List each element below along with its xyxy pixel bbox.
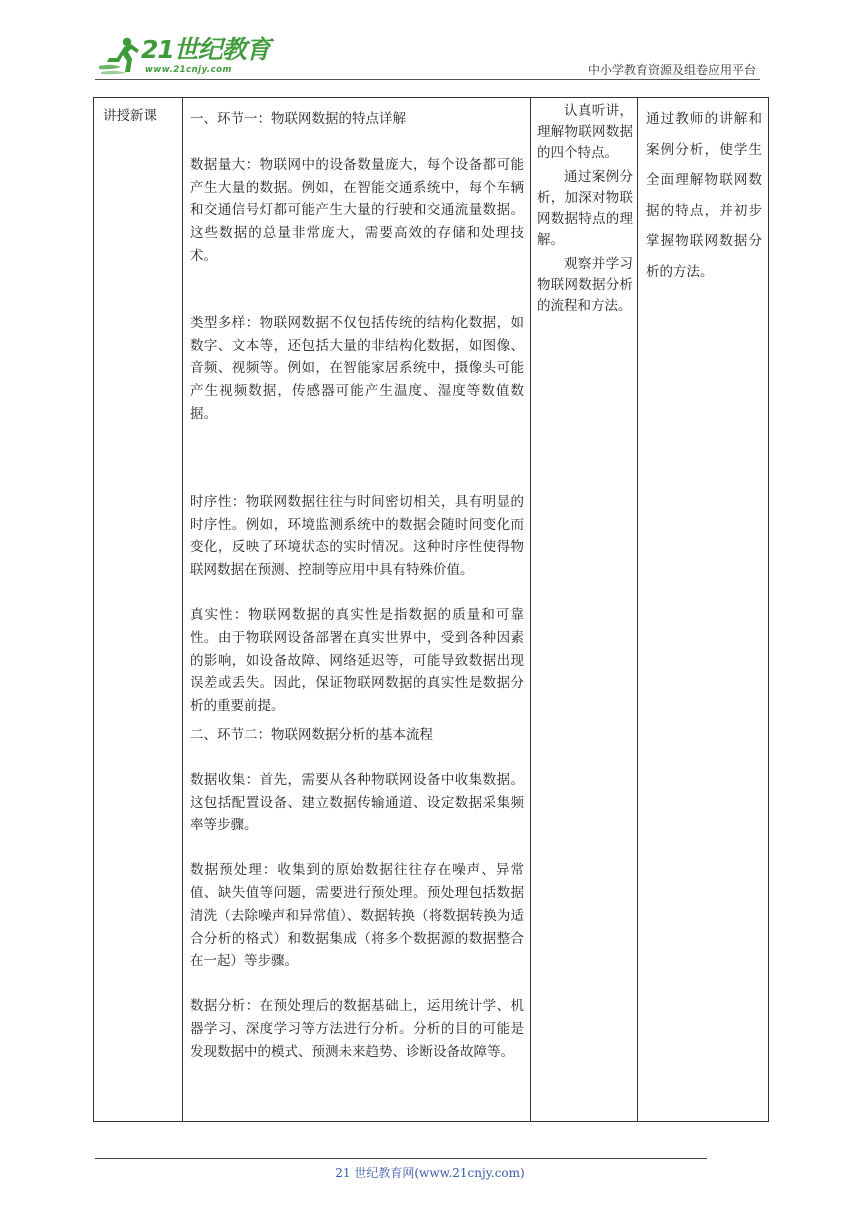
content-paragraph: 真实性：物联网数据的真实性是指数据的质量和可靠性。由于物联网设备部署在真实世界中，受到各种因素的影响，如设备故障、网络延迟等，可能导致数据出现误差或丢失。因此，保证物联网数据的真实性是数据分析的重要前提。 bbox=[190, 606, 524, 715]
header-divider bbox=[95, 79, 760, 80]
content-column bbox=[183, 98, 531, 1121]
section-heading: 二、环节二：物联网数据分析的基本流程 bbox=[190, 726, 433, 743]
student-activity-item: 通过案例分析，加深对物联网数据特点的理解。 bbox=[537, 169, 633, 248]
student-activity-item: 观察并学习物联网数据分析的流程和方法。 bbox=[537, 256, 633, 314]
teaching-content bbox=[190, 108, 524, 1064]
content-paragraph: 数据量大：物联网中的设备数量庞大，每个设备都可能产生大量的数据。例如，在智能交通系统中，每个车辆和交通信号灯都可能产生大量的行驶和交通流量数据。这些数据的总量非常庞大，需要高效的存储和处理技术。 bbox=[190, 156, 524, 264]
runner-logo-icon bbox=[97, 36, 141, 76]
student-activity bbox=[537, 101, 633, 317]
content-paragraph: 数据分析：在预处理后的数据基础上，运用统计学、机器学习、深度学习等方法进行分析。分析的目的可能是发现数据中的模式、预测未来趋势、诊断设备故障等。 bbox=[190, 998, 524, 1060]
stage-label: 讲授新课 bbox=[103, 108, 157, 124]
platform-name: 中小学教育资源及组卷应用平台 bbox=[587, 63, 756, 77]
footer-link[interactable]: 21 世纪教育网(www.21cnjy.com) bbox=[335, 1166, 525, 1180]
lesson-plan-table bbox=[93, 97, 769, 1122]
logo-wordmark: 21世纪教育 bbox=[141, 35, 270, 64]
student-activity-column bbox=[531, 98, 638, 1121]
site-logo[interactable] bbox=[95, 34, 270, 80]
content-paragraph: 数据预处理：收集到的原始数据往往存在噪声、异常值、缺失值等问题，需要进行预处理。预处理包括数据清洗（去除噪声和异常值）、数据转换（将数据转换为适合分析的格式）和数据集成（将多个数据源的数据整合在一起）等步骤。 bbox=[190, 862, 524, 970]
content-paragraph: 时序性：物联网数据往往与时间密切相关，具有明显的时序性。例如，环境监测系统中的数据会随时间变化而变化，反映了环境状态的实时情况。这种时序性使得物联网数据在预测、控制等应用中具有特殊价值。 bbox=[190, 493, 524, 579]
section-heading: 一、环节一：物联网数据的特点详解 bbox=[190, 111, 406, 127]
footer-divider bbox=[95, 1158, 707, 1159]
design-intent: 通过教师的讲解和案例分析，使学生全面理解物联网数据的特点，并初步掌握物联网数据分析的方法。 bbox=[646, 111, 762, 280]
logo-url: www.21cnjy.com bbox=[145, 65, 232, 75]
page-header bbox=[95, 34, 760, 80]
design-intent-column bbox=[638, 98, 768, 1121]
student-activity-item: 认真听讲，理解物联网数据的四个特点。 bbox=[537, 103, 633, 161]
stage-column bbox=[94, 98, 183, 1121]
content-paragraph: 数据收集：首先，需要从各种物联网设备中收集数据。这包括配置设备、建立数据传输通道、设定数据采集频率等步骤。 bbox=[190, 771, 524, 834]
content-paragraph: 类型多样：物联网数据不仅包括传统的结构化数据，如数字、文本等，还包括大量的非结构化数据，如图像、音频、视频等。例如，在智能家居系统中，摄像头可能产生视频数据，传感器可能产生温度、湿度等数值数据。 bbox=[190, 314, 524, 422]
